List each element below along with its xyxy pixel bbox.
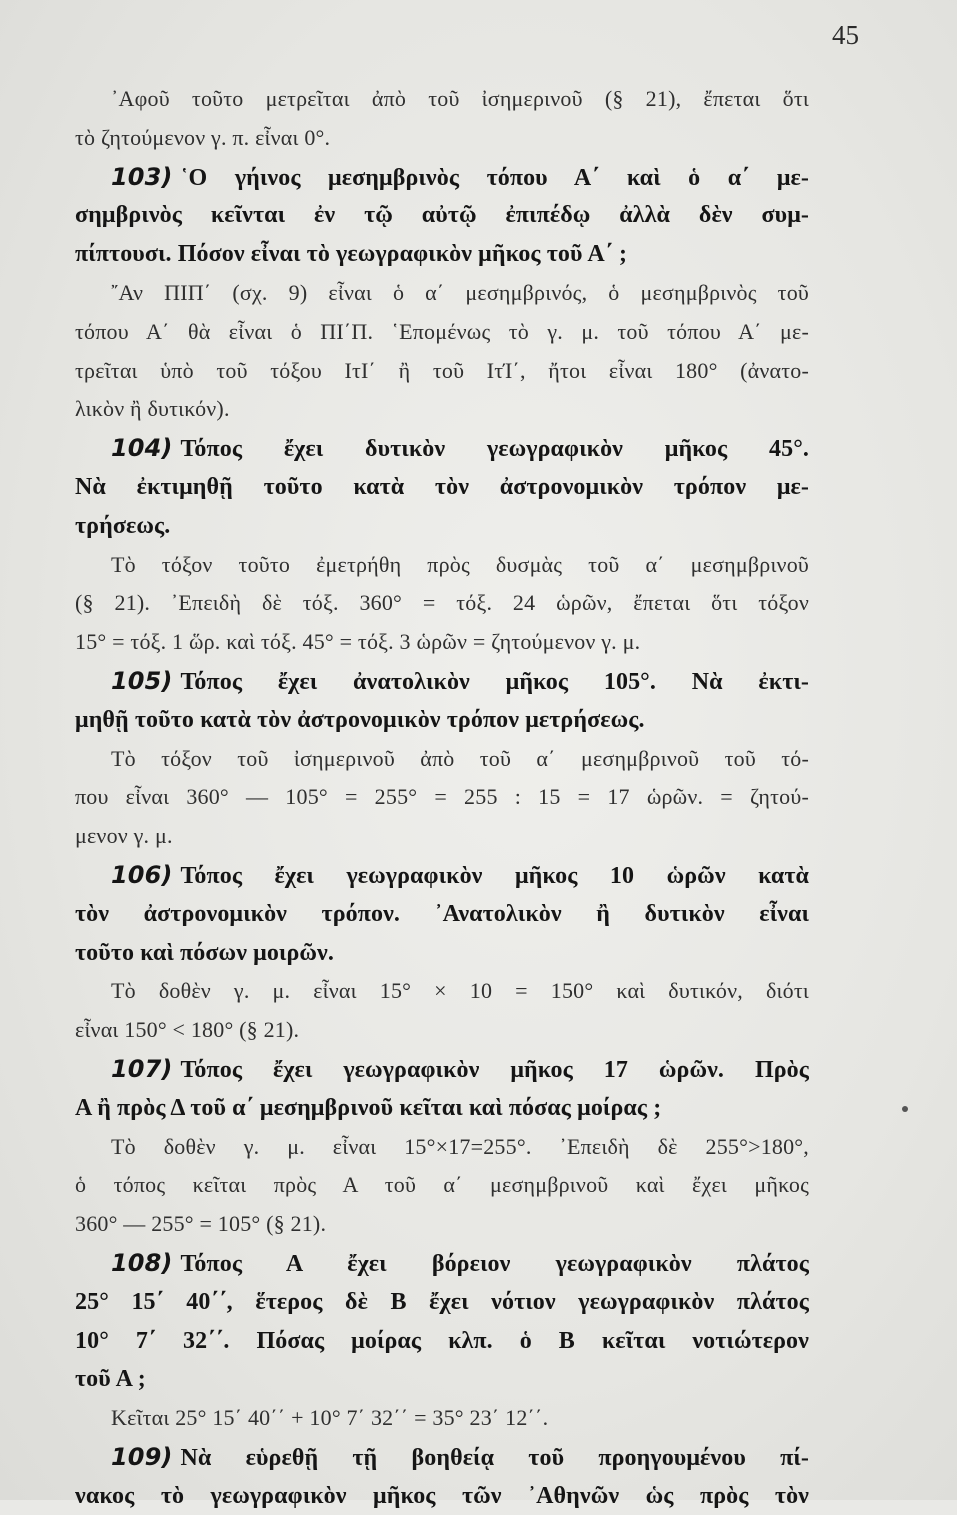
line-text: Α ἢ πρὸς Δ τοῦ α΄ μεσημβρινοῦ κεῖται καὶ πόσας μοίρας ; [75, 1094, 662, 1121]
text-line [75, 1166, 809, 1205]
line-text: τρήσεως. [75, 512, 171, 539]
line-text: σημβρινὸς κεῖνται ἐν τῷ αὐτῷ ἐπιπέδῳ ἀλλὰ δὲν συμ- [75, 202, 809, 229]
problem-line [75, 895, 809, 934]
line-text: Τόπος Α ἔχει βόρειον γεωγραφικὸν πλάτος [180, 1250, 809, 1277]
problem-line [75, 1477, 809, 1515]
text-line [75, 1399, 809, 1438]
line-text: που εἶναι 360° — 105° = 255° = 255 : 15 = 17 ὡρῶν. = ζητού- [75, 784, 809, 810]
line-text: τοῦ Α ; [75, 1366, 146, 1393]
text-line [75, 80, 809, 119]
page-number: 45 [832, 20, 859, 50]
line-text: Τόπος ἔχει δυτικὸν γεωγραφικὸν μῆκος 45°. [180, 436, 809, 463]
line-text: 10° 7΄ 32΄΄. Πόσας μοίρας κλπ. ὁ Β κεῖται νοτιώτερον [75, 1327, 809, 1354]
problem-line [75, 856, 809, 895]
problem-number: 108) [111, 1248, 173, 1277]
problem-line [75, 196, 809, 235]
line-text: Τόπος ἔχει ἀνατολικὸν μῆκος 105°. Νὰ ἐκτι- [180, 668, 809, 695]
line-text: λικὸν ἢ δυτικόν). [75, 396, 230, 422]
problem-number: 107) [111, 1054, 173, 1083]
text-line [75, 1011, 809, 1050]
problem-line [75, 934, 809, 973]
line-text: τοῦτο καὶ πόσων μοιρῶν. [75, 939, 334, 966]
line-text: (§ 21). ᾿Επειδὴ δὲ τόξ. 360° = τόξ. 24 ὡρῶν, ἔπεται ὅτι τόξον [75, 590, 809, 616]
line-text: 360° — 255° = 105° (§ 21). [75, 1211, 327, 1237]
problem-line [75, 701, 809, 740]
line-text: τρεῖται ὑπὸ τοῦ τόξου ΙτΙ΄ ἢ τοῦ ΙτΊ΄, ἤτοι εἶναι 180° (ἀνατο- [75, 357, 809, 383]
problem-number: 103) [111, 162, 173, 191]
problem-number: 109) [111, 1442, 173, 1471]
problem-line [75, 235, 809, 274]
text-line [75, 778, 809, 817]
problem-line [75, 662, 809, 701]
line-text: ῎Αν ΠΙΠ΄ (σχ. 9) εἶναι ὁ α΄ μεσημβρινός, ὁ μεσημβρινὸς τοῦ [111, 279, 809, 305]
text-line [75, 313, 809, 352]
problem-line [75, 429, 809, 468]
line-text: Τὸ δοθὲν γ. μ. εἶναι 15° × 10 = 150° καὶ δυτικόν, διότι [111, 978, 809, 1004]
line-text: Τὸ τόξον τοῦτο ἐμετρήθη πρὸς δυσμὰς τοῦ α΄ μεσημβρινοῦ [111, 551, 809, 577]
problem-line [75, 1283, 809, 1322]
line-text: Τόπος ἔχει γεωγραφικὸν μῆκος 17 ὡρῶν. Πρὸς [180, 1056, 809, 1083]
problem-line [75, 468, 809, 507]
problem-line [75, 1360, 809, 1399]
line-text: Νὰ εὑρεθῇ τῇ βοηθείᾳ τοῦ προηγουμένου πί- [180, 1444, 809, 1471]
text-line [75, 584, 809, 623]
page-text [75, 80, 809, 1515]
problem-line [75, 507, 809, 546]
line-text: μηθῇ τοῦτο κατὰ τὸν ἀστρονομικὸν τρόπον μετρήσεως. [75, 706, 645, 733]
line-text: εἶναι 150° < 180° (§ 21). [75, 1017, 300, 1043]
line-text: Τὸ τόξον τοῦ ἰσημερινοῦ ἀπὸ τοῦ α΄ μεσημβρινοῦ τοῦ τό- [111, 745, 809, 771]
line-text: Τόπος ἔχει γεωγραφικὸν μῆκος 10 ὡρῶν κατὰ [180, 862, 809, 889]
line-text: τὸ ζητούμενον γ. π. εἶναι 0°. [75, 124, 331, 150]
text-line [75, 972, 809, 1011]
line-text: Τὸ δοθὲν γ. μ. εἶναι 15°×17=255°. ᾿Επειδὴ δὲ 255°>180°, [111, 1133, 809, 1159]
text-line [75, 1205, 809, 1244]
text-line [75, 1128, 809, 1167]
problem-number: 106) [111, 860, 173, 889]
line-text: τὸν ἀστρονομικὸν τρόπον. ᾿Ανατολικὸν ἢ δυτικὸν εἶναι [75, 900, 809, 927]
line-text: 15° = τόξ. 1 ὥρ. καὶ τόξ. 45° = τόξ. 3 ὡρῶν = ζητούμενον γ. μ. [75, 629, 641, 655]
problem-line [75, 158, 809, 197]
line-text: ᾿Αφοῦ τοῦτο μετρεῖται ἀπὸ τοῦ ἰσημερινοῦ (§ 21), ἔπεται ὅτι [111, 86, 809, 111]
line-text: μενον γ. μ. [75, 823, 173, 849]
problem-line [75, 1089, 809, 1128]
line-text: τόπου Α΄ θὰ εἶναι ὁ ΠΙ΄Π. ῾Επομένως τὸ γ. μ. τοῦ τόπου Α΄ με- [75, 318, 809, 344]
problem-line [75, 1322, 809, 1361]
text-line [75, 817, 809, 856]
line-text: νακος τὸ γεωγραφικὸν μῆκος τῶν ᾿Αθηνῶν ὡς πρὸς τὸν [75, 1482, 809, 1509]
problem-line [75, 1050, 809, 1089]
ink-speck [902, 1106, 908, 1112]
text-line [75, 274, 809, 313]
line-text: Νὰ ἐκτιμηθῇ τοῦτο κατὰ τὸν ἀστρονομικὸν τρόπον με- [75, 473, 809, 500]
line-text: 25° 15΄ 40΄΄, ἕτερος δὲ Β ἔχει νότιον γεωγραφικὸν πλάτος [75, 1288, 809, 1315]
text-line [75, 546, 809, 585]
line-text: Κεῖται 25° 15΄ 40΄΄ + 10° 7΄ 32΄΄ = 35° 23΄ 12΄΄. [111, 1405, 549, 1431]
problem-line [75, 1244, 809, 1283]
problem-number: 105) [111, 666, 173, 695]
text-line [75, 623, 809, 662]
text-line [75, 390, 809, 429]
problem-line [75, 1438, 809, 1477]
line-text: ὁ τόπος κεῖται πρὸς Α τοῦ α΄ μεσημβρινοῦ καὶ ἔχει μῆκος [75, 1172, 809, 1198]
text-line [75, 352, 809, 391]
line-text: πίπτουσι. Πόσον εἶναι τὸ γεωγραφικὸν μῆκος τοῦ Α΄ ; [75, 241, 628, 268]
problem-number: 104) [111, 434, 173, 463]
line-text: ῾Ο γήινος μεσημβρινὸς τόπου Α΄ καὶ ὁ α΄ με- [180, 164, 809, 191]
text-line [75, 740, 809, 779]
text-line [75, 119, 809, 158]
